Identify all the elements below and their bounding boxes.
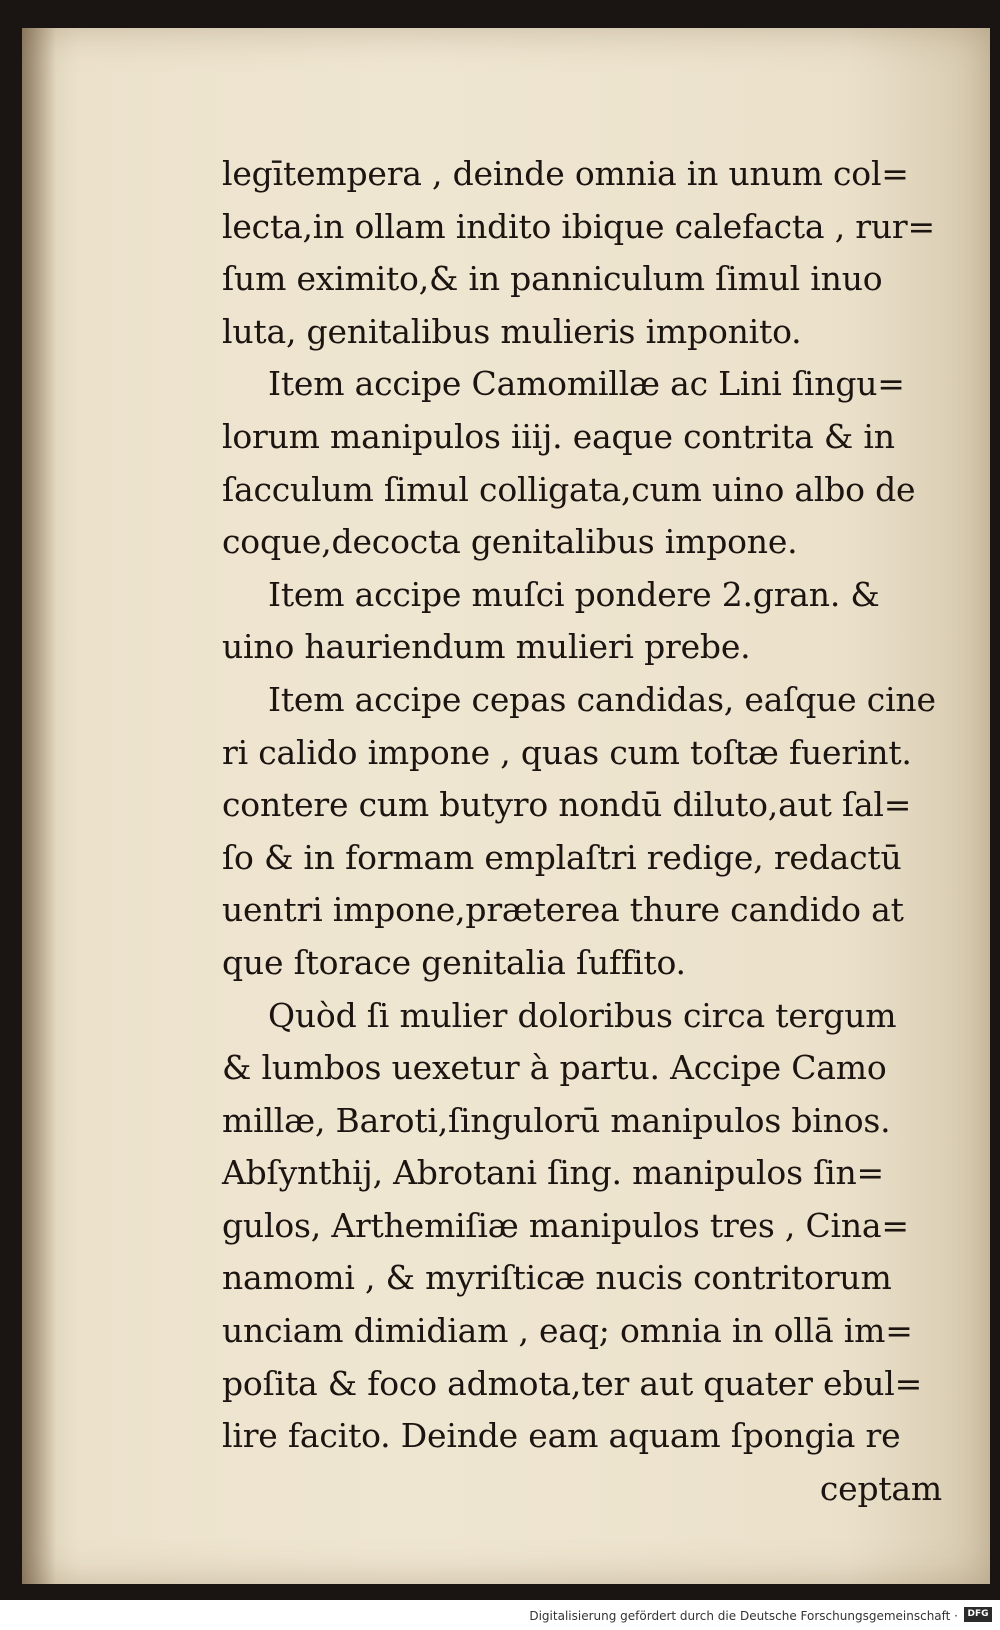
text-line: luta, genitalibus mulieris imponito. [222,311,802,351]
text-line: lecta,in ollam indito ibique calefacta , rur= [222,206,935,246]
text-line: Item accipe muſci pondere 2.gran. & [268,574,880,614]
text-line: Abſynthij, Abrotani ſing. manipulos ſin= [222,1153,884,1193]
text-line: gulos, Arthemiſiæ manipulos tres , Cina= [222,1205,909,1245]
text-line: que ſtorace genitalia ſuffito. [222,942,686,982]
text-line: ſacculum ſimul colligata,cum uino albo de [222,469,916,509]
text-line: contere cum butyro nondū diluto,aut ſal= [222,785,912,825]
text-line: Quòd ſi mulier doloribus circa tergum [268,995,897,1035]
dfg-logo: DFG [964,1607,992,1622]
text-line: Item accipe cepas candidas, eaſque cine [268,679,936,719]
text-line: namomi , & myriſticæ nucis contritorum [222,1258,892,1298]
gutter-shadow [22,28,56,1584]
text-line: legītempera , deinde omnia in unum col= [222,154,909,193]
text-line: lire facito. Deinde eam aquam ſpongia re [222,1416,901,1456]
text-line: unciam dimidiam , eaq; omnia in ollā im= [222,1311,913,1351]
text-line: uentri impone,præterea thure candido at [222,890,904,930]
page-text [222,148,962,1515]
text-line: ſum eximito,& in panniculum ſimul inuo [222,259,883,299]
text-line: & lumbos uexetur à partu. Accipe Camo [222,1048,887,1088]
text-line: lorum manipulos iiij. eaque contrita & in [222,416,895,456]
text-line: poſita & foco admota,ter aut quater ebul= [222,1363,923,1403]
text-line: ſo & in formam emplaſtri redige, redactū [222,837,902,877]
text-line: Item accipe Camomillæ ac Lini ſingu= [268,364,905,404]
text-line: coque,decocta genitalibus impone. [222,522,798,562]
text-line: uino hauriendum mulieri prebe. [222,627,751,667]
book-page [22,28,990,1584]
catchword: ceptam [819,1468,942,1508]
text-line: ri calido impone , quas cum toſtæ fuerint. [222,732,912,772]
footer-bar [0,1600,1000,1630]
text-line: millæ, Baroti,ſingulorū manipulos binos. [222,1100,891,1140]
funding-note: Digitalisierung gefördert durch die Deutsche Forschungsgemeinschaft · [529,1609,958,1623]
